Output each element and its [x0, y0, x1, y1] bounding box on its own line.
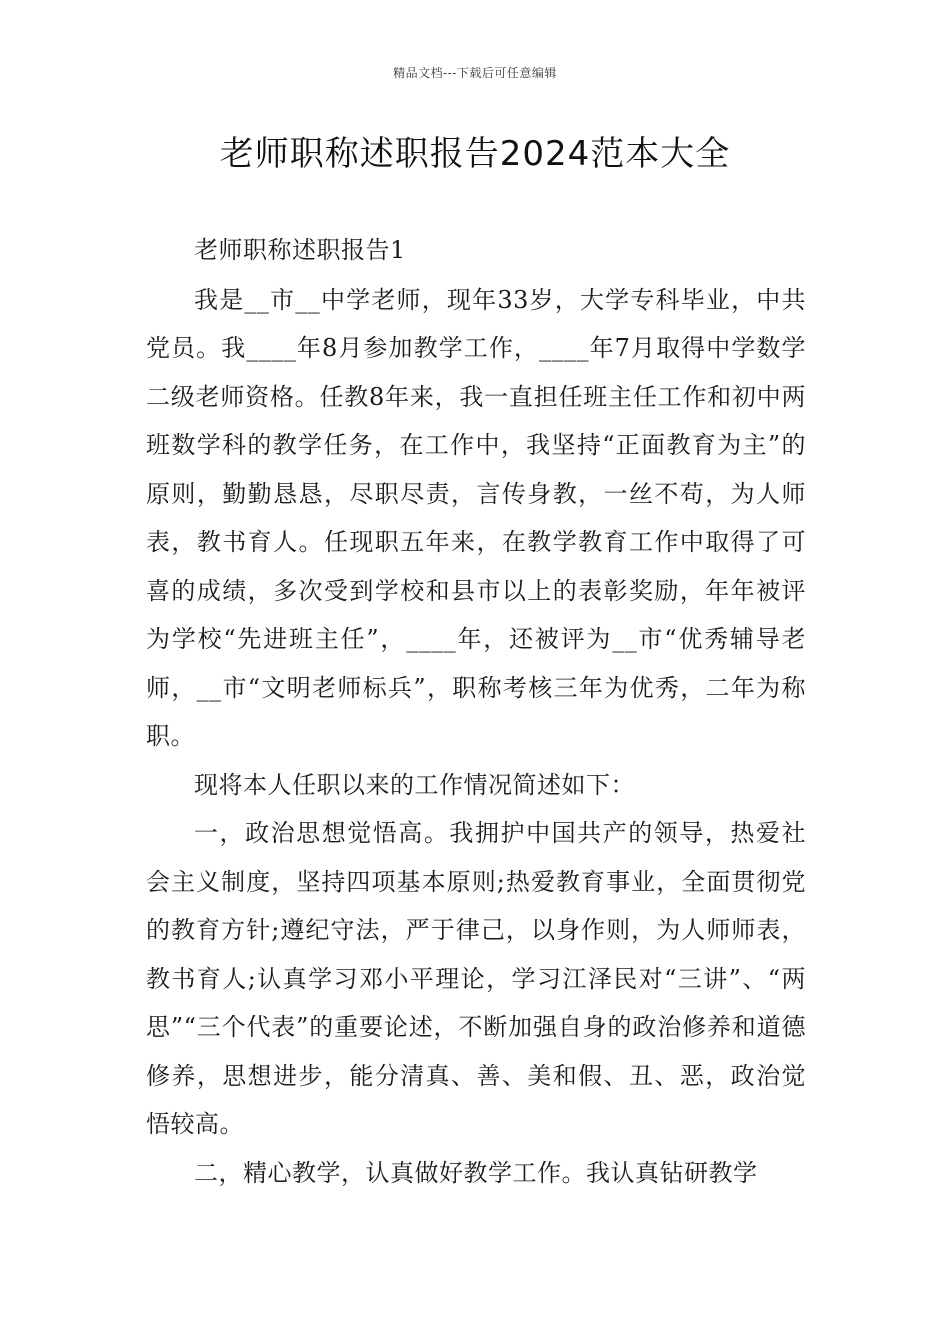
paragraph-intro: 我是__市__中学老师，现年33岁，大学专科毕业，中共党员。我____年8月参加教学工作，____年7月取得中学数学二级老师资格。任教8年来，我一直担任班主任工作和初中两班数学科的教学任务，在工作中，我坚持“正面教育为主”的原则，勤勤恳恳，尽职尽责，言传身教，一丝不苟，为人师表，教书育人。任现职五年来，在教学教育工作中取得了可喜的成绩，多次受到学校和县市以上的表彰奖励，年年被评为学校“先进班主任”，____年，还被评为__市“优秀辅导老师，__市“文明老师标兵”，职称考核三年为优秀，二年为称职。 [146, 285, 806, 750]
paragraph-summary-lead: 现将本人任职以来的工作情况简述如下： [194, 770, 635, 799]
section-heading: 老师职称述职报告1 [194, 236, 406, 264]
paragraph-teaching: 二，精心教学，认真做好教学工作。我认真钻研教学 [194, 1158, 758, 1187]
document-body [146, 226, 806, 1197]
document-title: 老师职称述职报告2024范本大全 [219, 134, 731, 174]
paragraph-political: 一，政治思想觉悟高。我拥护中国共产的领导，热爱社会主义制度，坚持四项基本原则;热爱教育事业，全面贯彻党的教育方针;遵纪守法，严于律己，以身作则，为人师师表，教书育人;认真学习邓小平理论，学习江泽民对“三讲”、“两思”“三个代表”的重要论述，不断加强自身的政治修养和道德修养，思想进步，能分清真、善、美和假、丑、恶，政治觉悟较高。 [146, 819, 806, 1138]
header-note: 精品文档---下载后可任意编辑 [393, 66, 557, 80]
